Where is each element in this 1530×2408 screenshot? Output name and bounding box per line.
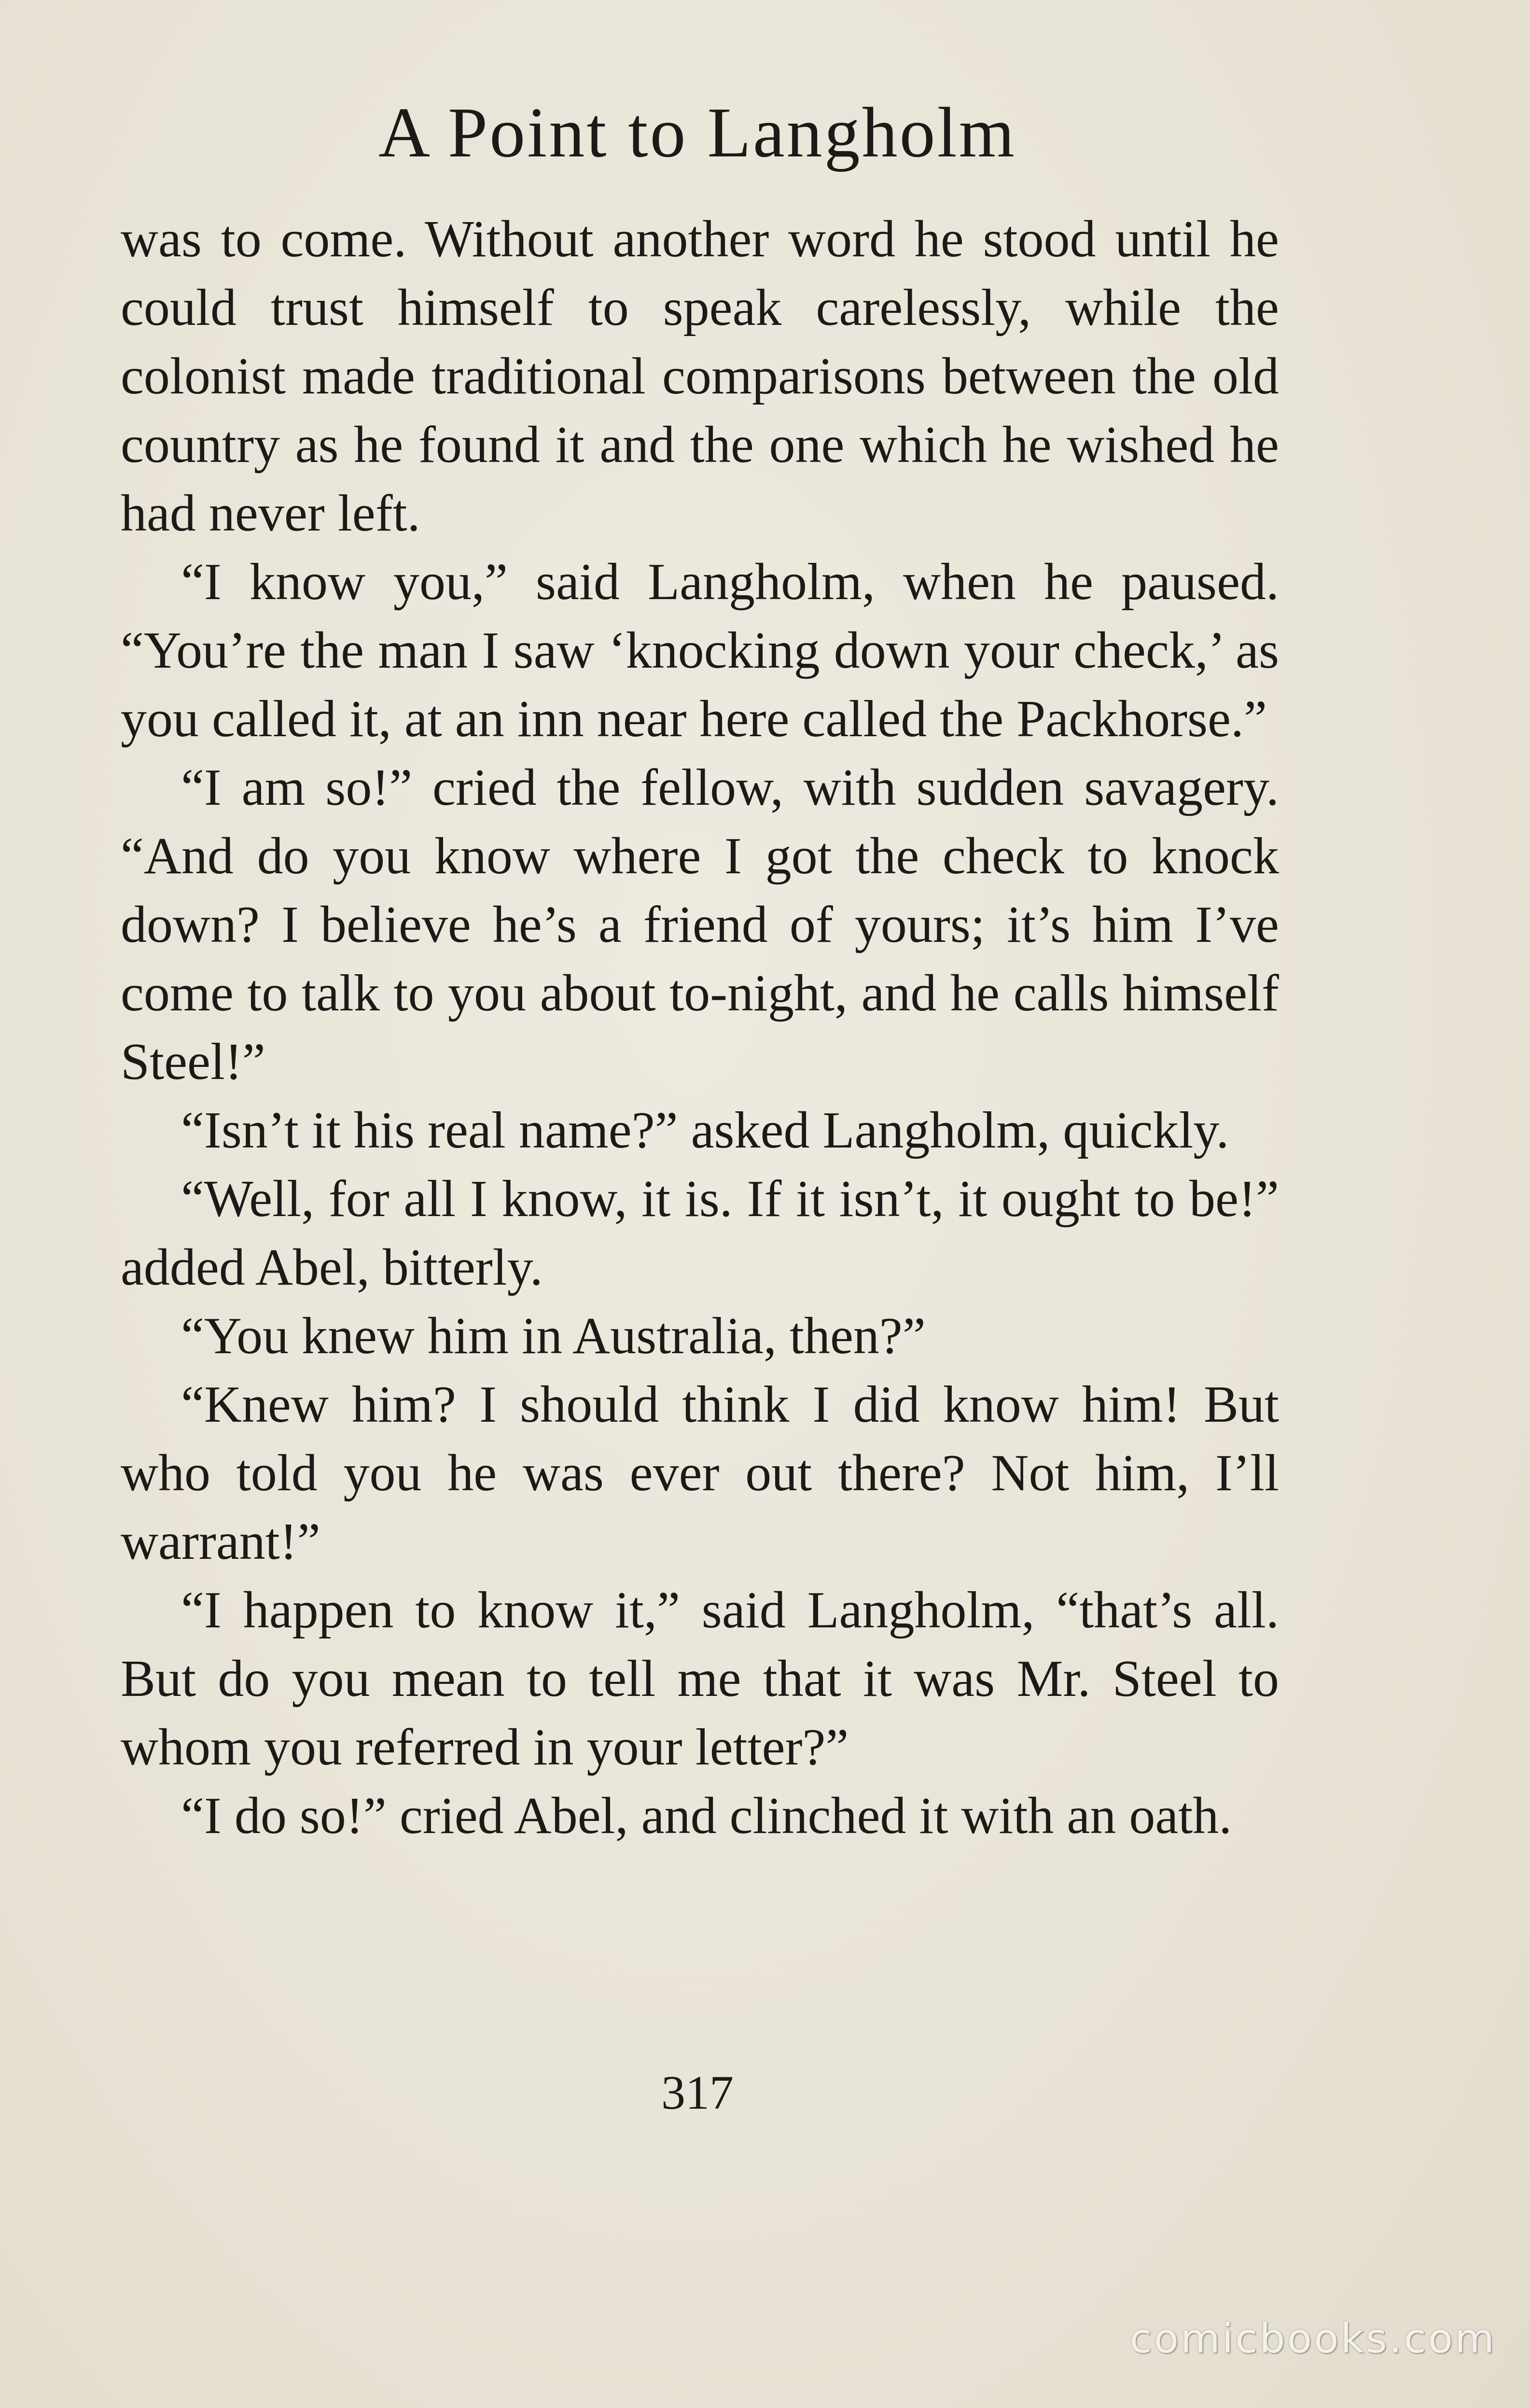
- paragraph: “Well, for all I know, it is. If it isn’t, it ought to be!” added Abel, bitterly.: [121, 1170, 1279, 1296]
- paragraph: “I know you,” said Langholm, when he paused. “You’re the man I saw ‘knocking down your check,’ as you called it, at an inn near here called the Packhorse.”: [121, 553, 1279, 748]
- paragraph: “You knew him in Australia, then?”: [181, 1307, 926, 1365]
- paragraph: “Isn’t it his real name?” asked Langholm, quickly.: [181, 1102, 1229, 1159]
- paragraph: “I am so!” cried the fellow, with sudden savagery. “And do you know where I got the check to knock down? I believe he’s a friend of yours; it’s him I’ve come to talk to you about to-night, and he calls himself Steel!”: [121, 759, 1279, 1091]
- paragraph: was to come. Without another word he stood until he could trust himself to speak carelessly, while the colonist made traditional comparisons between the old country as he found it and the one which he wished he had never left.: [121, 210, 1279, 542]
- page-number: 317: [661, 2066, 734, 2119]
- paragraph: “Knew him? I should think I did know him! But who told you he was ever out there? Not him, I’ll warrant!”: [121, 1376, 1279, 1570]
- running-head: A Point to Langholm: [378, 93, 1016, 172]
- body-text: [121, 205, 1279, 1850]
- paragraph: “I do so!” cried Abel, and clinched it with an oath.: [181, 1787, 1232, 1845]
- paragraph: “I happen to know it,” said Langholm, “that’s all. But do you mean to tell me that it was Mr. Steel to whom you referred in your letter?”: [121, 1582, 1279, 1776]
- watermark: comicbooks.com: [1129, 2315, 1496, 2362]
